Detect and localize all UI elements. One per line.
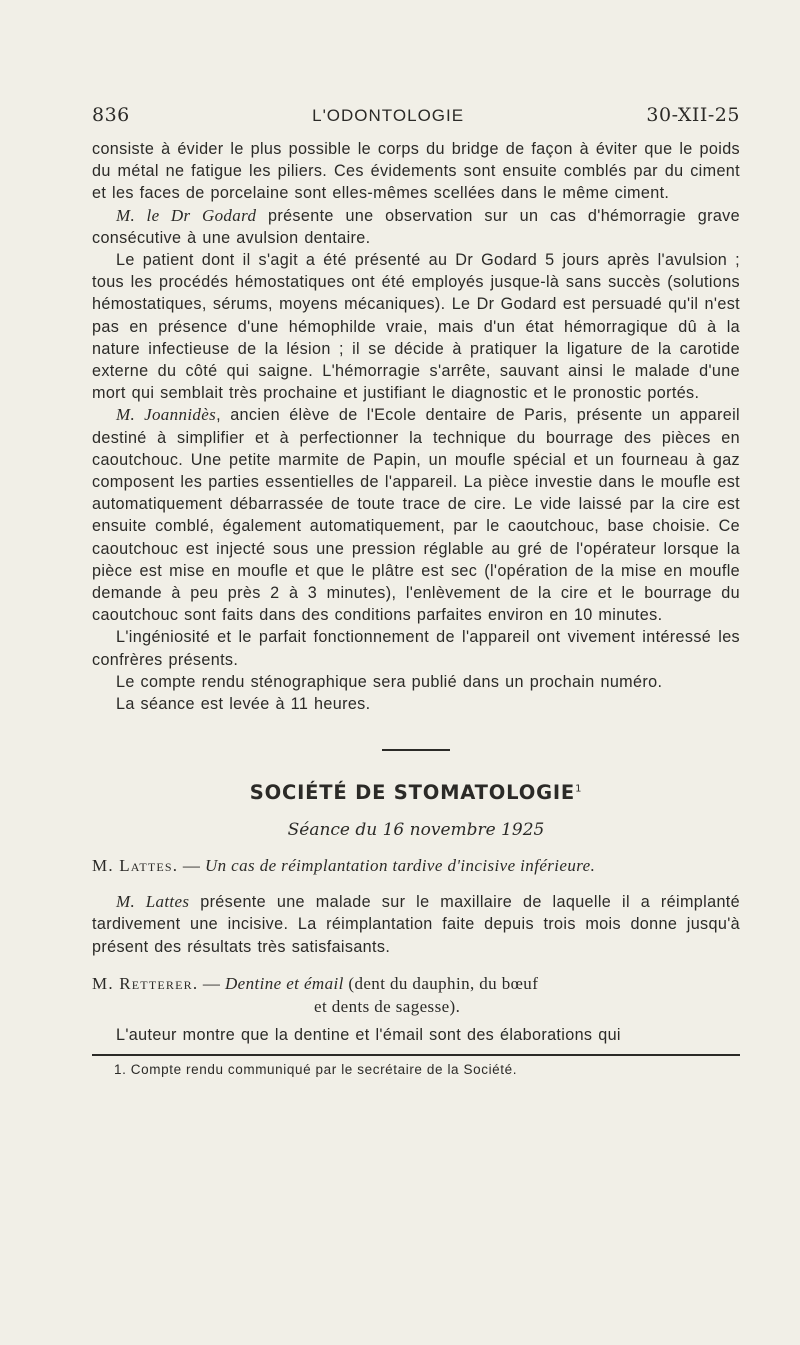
entry-body [92,891,740,958]
paragraph-text: présente une malade sur le maxillaire de laquelle il a réimplanté tardivement une incisive. La réimplantation faite depuis trois mois donne jusqu'à présent des résultats très satisfaisants. [92,893,740,956]
entry-subtitle: (dent du dauphin, du bœuf [343,973,539,993]
section-title-text: SOCIÉTÉ DE STOMATOLOGIE [249,781,576,805]
paragraph: La séance est levée à 11 heures. [116,695,371,714]
footnote: 1. Compte rendu communiqué par le secrétaire de la Société. [114,1062,518,1078]
paragraph [92,404,740,626]
entry-author: M. Retterer. [92,973,199,993]
footnote-mark: 1 [575,783,583,795]
body-text [92,138,740,715]
speaker-name: M. le Dr Godard [116,205,257,225]
paragraph [92,891,740,958]
entry-heading: M. Lattes. — Un cas de réimplantation tardive d'incisive inférieure. [92,856,596,876]
paragraph: L'auteur montre que la dentine et l'émail sont des élaborations qui [116,1025,621,1044]
paragraph: Le patient dont il s'agit a été présenté au Dr Godard 5 jours après l'avulsion ; tous les procédés hémostatiques ont été employés jusque-là sans succès (solutions hémostatiques, sérums, moyens mécaniques). Le Dr Godard est persuadé qu'il n'est pas en présence d'une hémophilde vraie, mais d'un état hémorragique dû à la nature infectieuse de la lésion ; il se décide à pratiquer la ligature de la carotide externe du côté qui saigne. L'hémorragie s'arrête, sauvant ainsi le malade d'une mort qui semblait très prochaine et justifiant le diagnostic et le pronostic portés. [92,251,740,403]
page [92,104,740,1077]
session-date: Séance du 16 novembre 1925 [287,820,545,841]
section-divider [382,749,450,751]
entry-author: M. Lattes. [92,856,179,876]
entry-title: Dentine et émail [224,973,344,993]
footnote-rule [92,1054,740,1056]
issue-date: 30-XII-25 [646,104,740,126]
paragraph: Le compte rendu sténographique sera publié dans un prochain numéro. [116,672,663,691]
paragraph-text: présente une observation sur un cas d'hémorragie grave consécutive à une avulsion dentaire. [92,206,740,247]
paragraph: consiste à évider le plus possible le corps du bridge de façon à éviter que le poids du métal ne fatigue les piliers. Ces évidements sont ensuite comblés par du ciment et les faces de porcelaine sont elles-mêmes scellées dans le même ciment. [92,140,740,203]
speaker-name: M. Joannidès [116,405,217,425]
entry-title: Un cas de réimplantation tardive d'incisive inférieure. [204,856,596,876]
paragraph [92,205,740,249]
journal-title: L'ODONTOLOGIE [312,106,465,125]
running-head [92,104,740,126]
speaker-name: M. Lattes [116,892,190,912]
entry-body [92,1024,740,1046]
entry-heading: M. Retterer. — Dentine et émail (dent du dauphin, du bœuf et dents de sagesse). [92,972,740,1018]
paragraph-text: , ancien élève de l'Ecole dentaire de Paris, présente un appareil destiné à simplifier et à perfectionner la technique du bourrage des pièces en caoutchouc. Une petite marmite de Papin, un moufle spécial et un fourneau à gaz composent les parties essentielles de l'appareil. La pièce investie dans le moufle est automatiquement débarrassée de toute trace de cire. Le vide laissé par la cire est ensuite comblé, également automatiquement, par le caoutchouc, base choisie. Ce caoutchouc est injecté sous une pression réglable au gré de l'opérateur lorsque la pièce est mise en moufle et que le plâtre est sec (l'opération de la mise en moufle demande à peu près 2 à 3 minutes), l'enlèvement de la cire et le bourrage du caoutchouc sont faits dans des conditions parfaites environ en 10 minutes. [92,406,740,625]
page-number: 836 [92,104,130,126]
entry-subtitle-cont: et dents de sagesse). [314,996,461,1016]
paragraph: L'ingéniosité et le parfait fonctionnement de l'appareil ont vivement intéressé les confrères présents. [92,628,740,669]
section-title [92,781,740,804]
